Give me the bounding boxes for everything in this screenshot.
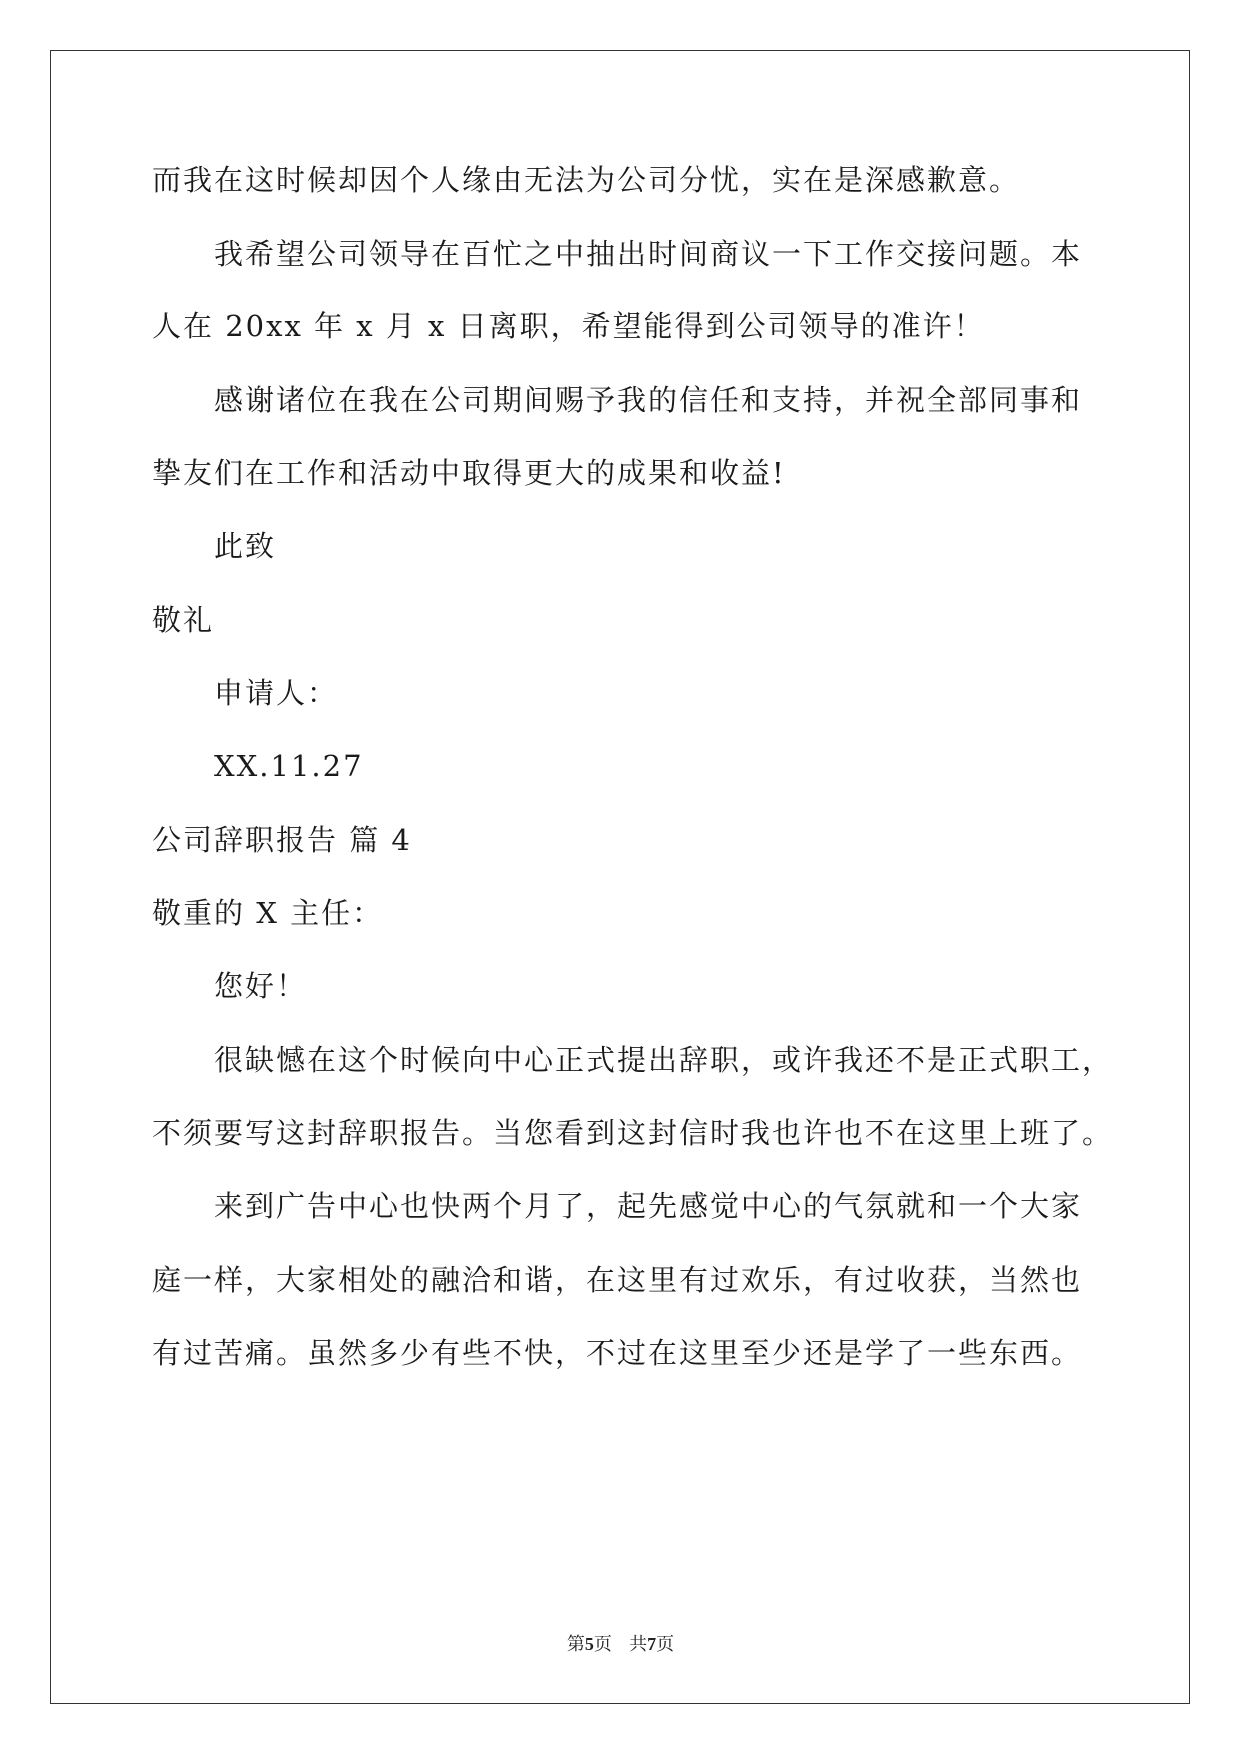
text-line: 人在 20xx 年 x 月 x 日离职，希望能得到公司领导的准许！ bbox=[152, 309, 985, 343]
section-heading: 公司辞职报告 篇 4 bbox=[152, 823, 412, 857]
text-line: 而我在这时候却因个人缘由无法为公司分忧，实在是深感歉意。 bbox=[152, 163, 1021, 197]
addressee: 敬重的 X 主任： bbox=[152, 896, 384, 930]
date-text: XX.11.27 bbox=[214, 749, 364, 783]
text-line: 来到广告中心也快两个月了，起先感觉中心的气氛就和一个大家 bbox=[214, 1189, 1083, 1223]
applicant-label: 申请人： bbox=[214, 676, 339, 710]
greeting: 您好！ bbox=[214, 969, 308, 1003]
text-line: 有过苦痛。虽然多少有些不快，不过在这里至少还是学了一些东西。 bbox=[152, 1336, 1083, 1370]
page-footer bbox=[0, 1630, 1241, 1656]
footer-prefix: 第 bbox=[566, 1634, 585, 1655]
footer-total-suffix: 页 bbox=[656, 1634, 675, 1655]
closing-salutation: 此致 bbox=[214, 529, 277, 563]
text-line: 感谢诸位在我在公司期间赐予我的信任和支持，并祝全部同事和 bbox=[214, 383, 1083, 417]
page-border bbox=[50, 50, 1190, 1704]
text-line: 不须要写这封辞职报告。当您看到这封信时我也许也不在这里上班了。 bbox=[152, 1116, 1114, 1150]
footer-page-suffix: 页 bbox=[593, 1634, 612, 1655]
text-line: 很缺憾在这个时候向中心正式提出辞职，或许我还不是正式职工， bbox=[214, 1043, 1114, 1077]
text-line: 挚友们在工作和活动中取得更大的成果和收益! bbox=[152, 456, 786, 490]
closing-regards: 敬礼 bbox=[152, 603, 215, 637]
total-page-number: 7 bbox=[647, 1634, 657, 1654]
current-page-number: 5 bbox=[584, 1634, 594, 1654]
text-line: 庭一样，大家相处的融洽和谐，在这里有过欢乐，有过收获，当然也 bbox=[152, 1263, 1083, 1297]
text-line: 我希望公司领导在百忙之中抽出时间商议一下工作交接问题。本 bbox=[214, 237, 1083, 271]
footer-total-prefix: 共 bbox=[629, 1634, 648, 1655]
